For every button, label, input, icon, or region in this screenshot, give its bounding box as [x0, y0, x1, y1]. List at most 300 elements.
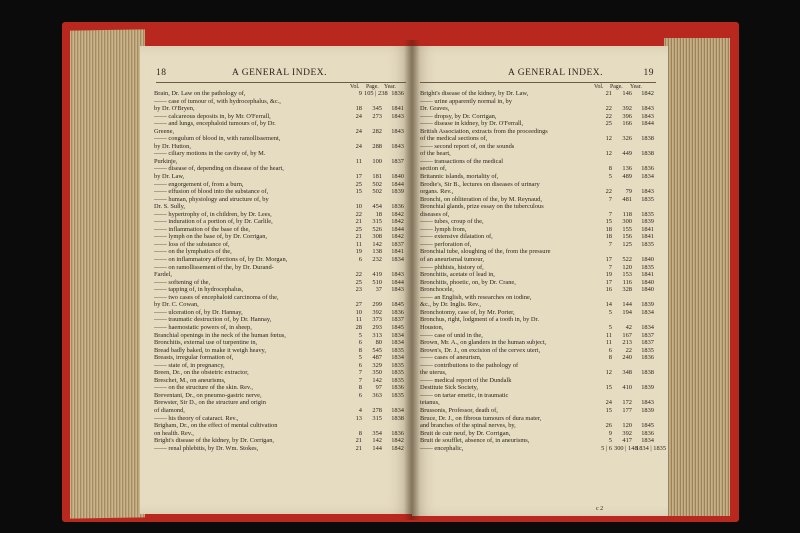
entry-volume: 25	[605, 120, 612, 128]
column-head-vol: Vol.	[594, 84, 604, 90]
entry-page: 153	[622, 271, 632, 279]
entry-year: 1840	[391, 173, 404, 181]
entry-text: —— calcareous deposits in, by Mr. O'Ferrall,	[154, 112, 271, 120]
entry-page: 326	[622, 135, 632, 143]
entry-text: Branchial openings in the neck of the human fœtus,	[154, 331, 286, 339]
index-entry-row	[154, 332, 406, 340]
entry-volume: 12	[605, 135, 612, 143]
entry-text: Bright's disease of the kidney, by Dr. Corrigan,	[154, 437, 275, 445]
entry-volume: 5	[608, 437, 612, 445]
entry-volume: 15	[605, 406, 612, 414]
entry-text: —— on ramollissement of the, by Dr. Durand-	[154, 263, 274, 271]
index-entry-row	[420, 294, 656, 302]
entry-page: 392	[372, 308, 382, 316]
index-entry-row	[154, 309, 406, 317]
entry-page: 363	[372, 391, 382, 399]
entry-year: 1836	[641, 429, 654, 437]
entry-text: Brewster, Sir D., on the structure and origin	[154, 399, 266, 407]
entry-volume: 24	[355, 127, 362, 135]
index-entry-row	[154, 173, 406, 181]
entry-text: —— contributions to the pathology of	[420, 361, 519, 369]
index-entry-row	[420, 256, 656, 264]
entry-text: —— state of, in pregnancy,	[154, 361, 225, 369]
entry-year: 1841	[641, 225, 654, 233]
entry-page: 419	[372, 271, 382, 279]
entry-page: 282	[372, 127, 382, 135]
page-title: A GENERAL INDEX.	[232, 68, 327, 78]
entry-volume: 15	[605, 384, 612, 392]
entry-text: —— haemostatic powers of, in sheep,	[154, 323, 252, 331]
entry-page: 308	[372, 233, 382, 241]
entry-volume: 28	[355, 323, 362, 331]
entry-text: Bruit de soufflet, absence of, in aneurisms,	[420, 437, 530, 445]
entry-page: 80	[375, 339, 382, 347]
index-entry-row	[154, 407, 406, 415]
entry-text: Bright's disease of the kidney, by Dr. Law,	[420, 90, 529, 97]
index-entry-row	[154, 279, 406, 287]
entry-year: 1843	[641, 188, 654, 196]
entry-year: 1840	[641, 256, 654, 264]
entry-page: 116	[622, 278, 632, 286]
entry-page: 118	[622, 210, 632, 218]
entry-year: 1838	[391, 414, 404, 422]
entry-page: 142	[372, 240, 382, 248]
index-entry-row	[154, 256, 406, 264]
entry-text: Bronchial glands, prize essay on the tuberculous	[420, 203, 544, 211]
entry-text: —— his theory of cataract. Rev.,	[154, 414, 239, 422]
index-entry-row	[420, 279, 656, 287]
entry-page: 105 | 238	[364, 90, 388, 97]
index-entry-row	[154, 324, 406, 332]
entry-text: —— two cases of encephaloid carcinoma of the,	[154, 293, 279, 301]
entry-text: Bronchocele,	[420, 286, 454, 294]
index-entry-row	[420, 271, 656, 279]
entry-page: 328	[622, 286, 632, 294]
entry-text: —— perforation of,	[420, 240, 472, 248]
index-entry-row	[420, 347, 656, 355]
index-entry-row	[420, 339, 656, 347]
entry-year: 1834	[641, 308, 654, 316]
index-entry-row	[420, 286, 656, 294]
entry-text: Bronchi, on obliteration of the, by M. Reynaud,	[420, 195, 542, 203]
entry-page: 273	[372, 112, 382, 120]
entry-volume: 22	[355, 210, 362, 218]
index-entry-row	[420, 309, 656, 317]
entry-year: 1841	[391, 248, 404, 256]
entry-volume: 21	[355, 218, 362, 226]
entry-page: 522	[622, 256, 632, 264]
index-entry-row	[420, 113, 656, 121]
entry-text: Britannic islands, mortality of,	[420, 173, 499, 181]
entry-volume: 6	[358, 339, 362, 347]
entry-page: 22	[625, 346, 632, 354]
index-entry-row	[420, 135, 656, 143]
entry-text: Bronchitis, acetate of lead in,	[420, 271, 495, 279]
entry-volume: 11	[355, 316, 362, 324]
index-entry-row	[154, 158, 406, 166]
entry-year: 1835	[391, 346, 404, 354]
entry-page: 42	[625, 323, 632, 331]
entry-text: —— hypertrophy of, in children, by Dr. Lees,	[154, 210, 272, 218]
entry-text: —— case of unid in the,	[420, 331, 483, 339]
entry-text: —— loss of the substance of,	[154, 240, 230, 248]
entry-text: —— urine apparently normal in, by	[420, 97, 512, 105]
entry-year: 1842	[391, 218, 404, 226]
index-entry-row	[154, 301, 406, 309]
entry-page: 177	[622, 406, 632, 414]
entry-page: 144	[372, 444, 382, 452]
entry-page: 136	[622, 165, 632, 173]
entry-text: —— on inflammatory affections of, by Dr. Morgan,	[154, 256, 288, 264]
entry-page: 100	[372, 157, 382, 165]
index-entry-row	[420, 430, 656, 438]
entry-text: Bruce, Dr. J., on fibrous tumours of dura mater,	[420, 414, 542, 422]
index-entry-row	[420, 399, 656, 407]
entry-text: —— softening of the,	[154, 278, 211, 286]
entry-volume: 22	[605, 188, 612, 196]
entry-year: 1834	[391, 331, 404, 339]
index-entry-row	[420, 211, 656, 219]
entry-page: 502	[372, 188, 382, 196]
entry-text: —— encephalic,	[420, 444, 464, 452]
index-entry-row	[420, 369, 656, 377]
entry-text: by Dr. Law,	[154, 173, 185, 181]
index-entry-row	[154, 271, 406, 279]
index-entry-row	[420, 332, 656, 340]
entry-text: Breasts, irregular formation of,	[154, 354, 234, 362]
entry-volume: 10	[355, 308, 362, 316]
entry-text: —— case of tumour of, with hydrocephalus, &c.,	[154, 97, 281, 105]
entry-text: Brown's, Dr. J., on excision of the cervex uteri,	[420, 346, 541, 354]
index-entry-row	[154, 188, 406, 196]
entry-volume: 18	[355, 105, 362, 113]
entry-text: by Dr. Hutton,	[154, 142, 191, 150]
entry-text: by Dr. C. Cowan,	[154, 301, 199, 309]
entry-page: 167	[622, 331, 632, 339]
entry-year: 1835	[641, 263, 654, 271]
entry-year: 1834	[391, 354, 404, 362]
entry-year: 1843	[391, 112, 404, 120]
index-entry-row	[420, 218, 656, 226]
entry-text: —— second report of, on the sounds	[420, 142, 515, 150]
entry-text: of diamond,	[154, 406, 185, 414]
entry-year: 1842	[391, 437, 404, 445]
entry-volume: 11	[355, 240, 362, 248]
entry-page: 213	[622, 339, 632, 347]
index-entry-row	[420, 143, 656, 151]
entry-volume: 15	[355, 188, 362, 196]
entry-year: 1839	[641, 384, 654, 392]
entry-year: 1838	[641, 369, 654, 377]
entry-text: —— medical report of the Dundalk	[420, 376, 512, 384]
index-entry-row	[420, 233, 656, 241]
entry-year: 1843	[391, 142, 404, 150]
entry-page: 417	[622, 437, 632, 445]
entry-page: 329	[372, 361, 382, 369]
entry-year: 1834	[641, 323, 654, 331]
column-head-year: Year.	[630, 84, 642, 90]
entry-volume: 7	[608, 210, 612, 218]
entry-text: Breventani, Dr., on pneumo-gastric nerve,	[154, 391, 262, 399]
entry-volume: 21	[355, 233, 362, 241]
entry-page: 138	[372, 248, 382, 256]
entry-text: —— tapping of, in hydrocephalus,	[154, 286, 244, 294]
entry-page: 120	[622, 263, 632, 271]
entry-volume: 5	[608, 308, 612, 316]
entry-year: 1838	[641, 150, 654, 158]
index-entry-row	[420, 392, 656, 400]
index-entry-row	[154, 241, 406, 249]
entry-volume: 22	[355, 271, 362, 279]
entry-year: 1834	[641, 173, 654, 181]
index-entry-row	[154, 248, 406, 256]
index-entry-row	[154, 377, 406, 385]
left-page	[140, 46, 412, 514]
index-entry-row	[420, 354, 656, 362]
index-entry-row	[420, 422, 656, 430]
entry-volume: 11	[605, 339, 612, 347]
entry-volume: 10	[355, 203, 362, 211]
index-entry-row	[154, 430, 406, 438]
entry-year: 1834	[391, 339, 404, 347]
header-rule	[156, 82, 406, 83]
entry-year: 1844	[391, 225, 404, 233]
entry-text: Brodie's, Sir B., lectures on diseases of urinary	[420, 180, 540, 188]
entry-volume: 11	[605, 331, 612, 339]
entry-year: 1843	[391, 127, 404, 135]
entry-text: Fardel,	[154, 271, 172, 279]
entry-year: 1845	[391, 301, 404, 309]
index-entry-row	[154, 113, 406, 121]
entry-year: 1834 | 1835	[636, 444, 667, 452]
index-entry-row	[154, 362, 406, 370]
entry-page: 392	[622, 429, 632, 437]
entry-text: British Association, extracts from the proceedings	[420, 127, 548, 135]
entry-text: of the medical sections of,	[420, 135, 488, 143]
index-entry-row	[420, 226, 656, 234]
entry-page: 481	[622, 195, 632, 203]
entry-year: 1844	[391, 180, 404, 188]
entry-year: 1837	[391, 240, 404, 248]
index-entry-row	[154, 196, 406, 204]
entry-volume: 18	[605, 233, 612, 241]
column-head-vol: Vol.	[350, 84, 360, 90]
entry-volume: 6	[358, 391, 362, 399]
index-entry-row	[154, 105, 406, 113]
entry-text: diseases of,	[420, 210, 450, 218]
entry-volume: 8	[358, 429, 362, 437]
index-entry-row	[420, 444, 667, 453]
entry-year: 1845	[391, 323, 404, 331]
entry-page: 172	[622, 399, 632, 407]
entry-text: —— ciliary motions in the cavity of, by M.	[154, 150, 266, 158]
entry-volume: 5	[608, 323, 612, 331]
entry-page: 345	[372, 105, 382, 113]
entry-text: —— induration of a portion of, by Dr. Carlile,	[154, 218, 273, 226]
entry-year: 1840	[641, 286, 654, 294]
right-page	[412, 46, 668, 516]
page-edges-right	[664, 38, 730, 516]
entry-page: 454	[372, 203, 382, 211]
entry-page: 37	[375, 286, 382, 294]
entry-volume: 6	[358, 256, 362, 264]
entry-year: 1834	[391, 406, 404, 414]
index-entry-row	[154, 422, 406, 430]
entry-volume: 8	[358, 346, 362, 354]
header-rule	[420, 82, 656, 83]
entry-year: 1836	[391, 90, 404, 97]
entry-volume: 7	[358, 376, 362, 384]
entry-year: 1841	[641, 233, 654, 241]
column-head-year: Year.	[384, 84, 396, 90]
index-entry-row	[154, 316, 406, 324]
entry-page: 232	[372, 256, 382, 264]
entry-year: 1841	[391, 105, 404, 113]
entry-year: 1842	[391, 444, 404, 452]
entry-volume: 26	[605, 422, 612, 430]
index-entry-row	[154, 437, 406, 445]
index-entry-row	[154, 399, 406, 407]
entry-page: 300 | 148	[614, 444, 638, 452]
entry-year: 1836	[641, 354, 654, 362]
index-entry-row	[154, 384, 406, 392]
entry-year: 1835	[391, 369, 404, 377]
entry-text: —— on tartar emetic, in traumatic	[420, 391, 509, 399]
index-entry-row	[420, 158, 656, 166]
entry-text: —— lymph on the base of, by Dr. Corrigan,	[154, 233, 268, 241]
entry-volume: 27	[355, 301, 362, 309]
entry-volume: 11	[355, 157, 362, 165]
index-entry-row	[420, 324, 656, 332]
entry-page: 392	[622, 105, 632, 113]
entry-page: 545	[372, 346, 382, 354]
entry-volume: 15	[605, 218, 612, 226]
index-entry-row	[420, 105, 656, 113]
entry-text: Bronchus, right, lodgment of a tooth in, by Dr.	[420, 316, 539, 324]
entry-page: 300	[622, 218, 632, 226]
entry-year: 1842	[641, 90, 654, 97]
entry-text: Destitute Sick Society,	[420, 384, 478, 392]
entry-text: organs. Rev.,	[420, 188, 454, 196]
entry-year: 1834	[641, 437, 654, 445]
entry-text: —— inflammation of the base of the,	[154, 225, 251, 233]
entry-year: 1837	[641, 331, 654, 339]
index-entry-row	[154, 203, 406, 211]
index-entry-row	[154, 415, 406, 423]
entry-volume: 7	[608, 263, 612, 271]
signature-mark: c 2	[596, 506, 604, 512]
index-entry-row	[420, 181, 656, 189]
entry-volume: 14	[605, 301, 612, 309]
entry-year: 1841	[641, 271, 654, 279]
entry-year: 1835	[391, 361, 404, 369]
entry-volume: 22	[605, 112, 612, 120]
index-entry-row	[154, 294, 406, 302]
entry-year: 1835	[641, 195, 654, 203]
entry-year: 1844	[391, 278, 404, 286]
page-edges-left	[70, 29, 145, 518]
index-entry-row	[420, 407, 656, 415]
entry-year: 1837	[641, 339, 654, 347]
entry-volume: 7	[608, 195, 612, 203]
entry-page: 144	[622, 301, 632, 309]
entry-page: 155	[622, 225, 632, 233]
entry-year: 1843	[391, 271, 404, 279]
entry-volume: 12	[605, 369, 612, 377]
index-entries	[154, 90, 406, 452]
entry-page: 125	[622, 240, 632, 248]
index-entry-row	[154, 128, 406, 136]
entry-year: 1840	[641, 278, 654, 286]
entry-text: Breen, Dr., on the obstetric extractor,	[154, 369, 249, 377]
entry-page: 194	[622, 308, 632, 316]
entry-year: 1842	[391, 210, 404, 218]
entry-page: 142	[372, 437, 382, 445]
entry-volume: 6	[608, 346, 612, 354]
entry-volume: 6	[358, 361, 362, 369]
index-entry-row	[154, 445, 406, 453]
entry-year: 1843	[641, 399, 654, 407]
index-entries	[420, 90, 667, 452]
entry-page: 240	[622, 354, 632, 362]
index-entry-row	[154, 165, 406, 173]
entry-year: 1835	[641, 240, 654, 248]
entry-page: 146	[622, 90, 632, 97]
entry-text: —— ulceration of, by Dr. Hannay,	[154, 308, 243, 316]
index-entry-row	[420, 415, 656, 423]
entry-page: 348	[622, 369, 632, 377]
entry-volume: 16	[605, 286, 612, 294]
entry-volume: 13	[355, 414, 362, 422]
entry-text: of an aneurismal tumour,	[420, 256, 484, 264]
entry-year: 1835	[641, 346, 654, 354]
entry-volume: 5 | 6	[601, 444, 612, 452]
index-entry-row	[154, 143, 406, 151]
index-entry-row	[420, 188, 656, 196]
entry-volume: 9	[608, 429, 612, 437]
column-head-page: Page.	[610, 84, 623, 90]
entry-volume: 21	[355, 437, 362, 445]
entry-page: 354	[372, 429, 382, 437]
entry-volume: 8	[358, 384, 362, 392]
index-entry-row	[154, 135, 406, 143]
entry-page: 526	[372, 225, 382, 233]
entry-page: 410	[622, 384, 632, 392]
entry-volume: 21	[355, 444, 362, 452]
entry-volume: 19	[355, 248, 362, 256]
entry-text: the uterus,	[420, 369, 447, 377]
entry-volume: 17	[355, 173, 362, 181]
entry-page: 315	[372, 218, 382, 226]
entry-text: by Dr. O'Bryen,	[154, 105, 195, 113]
index-entry-row	[154, 150, 406, 158]
entry-volume: 25	[355, 180, 362, 188]
entry-text: Brussonis, Professor, death of,	[420, 406, 498, 414]
index-entry-row	[154, 211, 406, 219]
index-entry-row	[154, 286, 406, 294]
entry-year: 1837	[391, 157, 404, 165]
entry-text: —— an English, with researches on iodine,	[420, 293, 532, 301]
entry-volume: 25	[355, 225, 362, 233]
entry-year: 1843	[641, 112, 654, 120]
entry-page: 350	[372, 369, 382, 377]
index-entry-row	[420, 316, 656, 324]
page-number: 18	[156, 68, 167, 78]
index-entry-row	[420, 90, 656, 98]
book-gutter	[404, 40, 420, 520]
entry-page: 79	[625, 188, 632, 196]
column-head-page: Page.	[366, 84, 379, 90]
